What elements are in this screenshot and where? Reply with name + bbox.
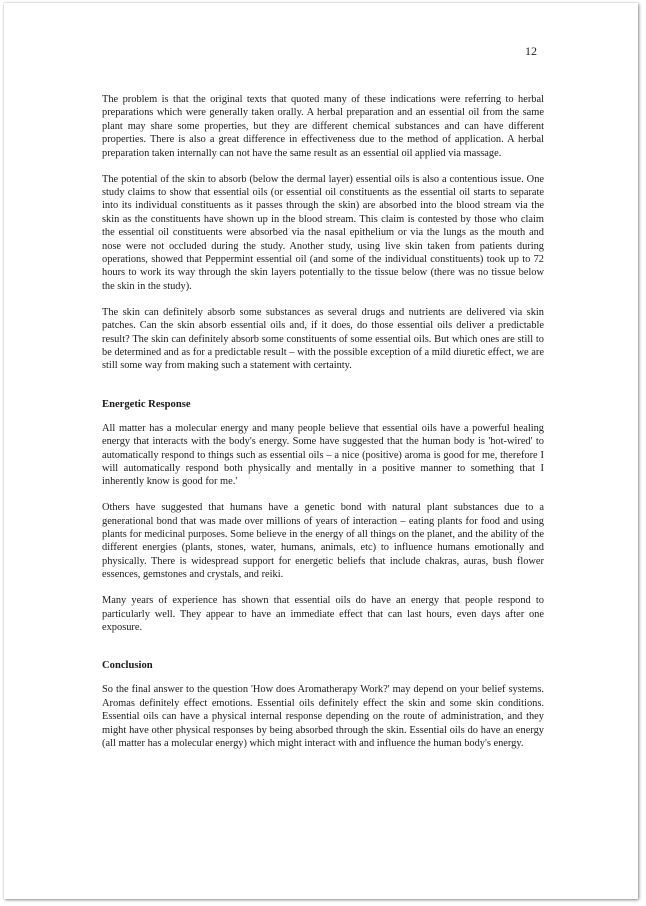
body-paragraph: Many years of experience has shown that essential oils do have an energy that people respond to particularly well. They appear to have an immediate effect that can last hours, even days after one exposure. bbox=[102, 595, 544, 633]
body-paragraph: The potential of the skin to absorb (below the dermal layer) essential oils is also a contentious issue. One study claims to show that essential oils (or essential oil constituents as the essential oil starts to separate into its individual constituents as it passes through the skin) are absorbed into the blood stream via the skin as the constituents have shown up in the blood stream. This claim is contested by those who claim the essential oil constituents were absorbed via the nasal epithelium or via the lungs as the mouth and nose were not occluded during the study. Another study, using live skin taken from patients during operations, showed that Peppermint essential oil (and some of the individual constituents) took up to 72 hours to work its way through the skin layers potentially to the tissue below (there was no tissue below the skin in the study). bbox=[102, 173, 544, 292]
body-paragraph: So the final answer to the question 'How does Aromatherapy Work?' may depend on your belief systems. Aromas definitely effect emotions. Essential oils definitely effect the skin and some skin conditions. Essential oils can have a physical internal response depending on the route of administration, and they might have other physical responses by being absorbed through the skin. Essential oils do have an energy (all matter has a molecular energy) which might interact with and influence the human body's energy. bbox=[102, 684, 544, 750]
body-paragraph: Others have suggested that humans have a genetic bond with natural plant substances due to a generational bond that was made over millions of years of interaction – eating plants for food and using plants for medicinal purposes. Some believe in the energy of all things on the planet, and the ability of the different energies (plants, stones, water, humans, animals, etc) to influence humans emotionally and physically. There is widespread support for energetic beliefs that include chakras, auras, bush flower essences, gemstones and crystals, and reiki. bbox=[102, 502, 544, 581]
body-paragraph: All matter has a molecular energy and many people believe that essential oils have a powerful healing energy that interacts with the body's energy. Some have suggested that the human body is 'hot-wired' to automatically respond to things such as essential oils – a nice (positive) aroma is good for me, therefore I will automatically respond both physically and mentally in a positive manner to something that I inherently know is good for me.' bbox=[102, 422, 544, 488]
section-heading-energetic-response: Energetic Response bbox=[102, 398, 191, 410]
body-paragraph: The problem is that the original texts that quoted many of these indications were referring to herbal preparations which were generally taken orally. A herbal preparation and an essential oil from the same plant may share some properties, but they are different chemical substances and can have different properties. There is also a great difference in effectiveness due to the method of application. A herbal preparation taken internally can not have the same result as an essential oil applied via massage. bbox=[102, 94, 544, 159]
page-body bbox=[102, 93, 544, 763]
page-number: 12 bbox=[525, 44, 537, 58]
document-page bbox=[4, 3, 638, 899]
section-heading-conclusion: Conclusion bbox=[102, 660, 153, 672]
body-paragraph: The skin can definitely absorb some substances as several drugs and nutrients are delivered via skin patches. Can the skin absorb essential oils and, if it does, do those essential oils deliver a predictable result? The skin can definitely absorb some constituents of some essential oils. But which ones are still to be determined and as for a predictable result – with the possible exception of a mild diuretic effect, we are still some way from making such a statement with certainty. bbox=[102, 306, 544, 372]
